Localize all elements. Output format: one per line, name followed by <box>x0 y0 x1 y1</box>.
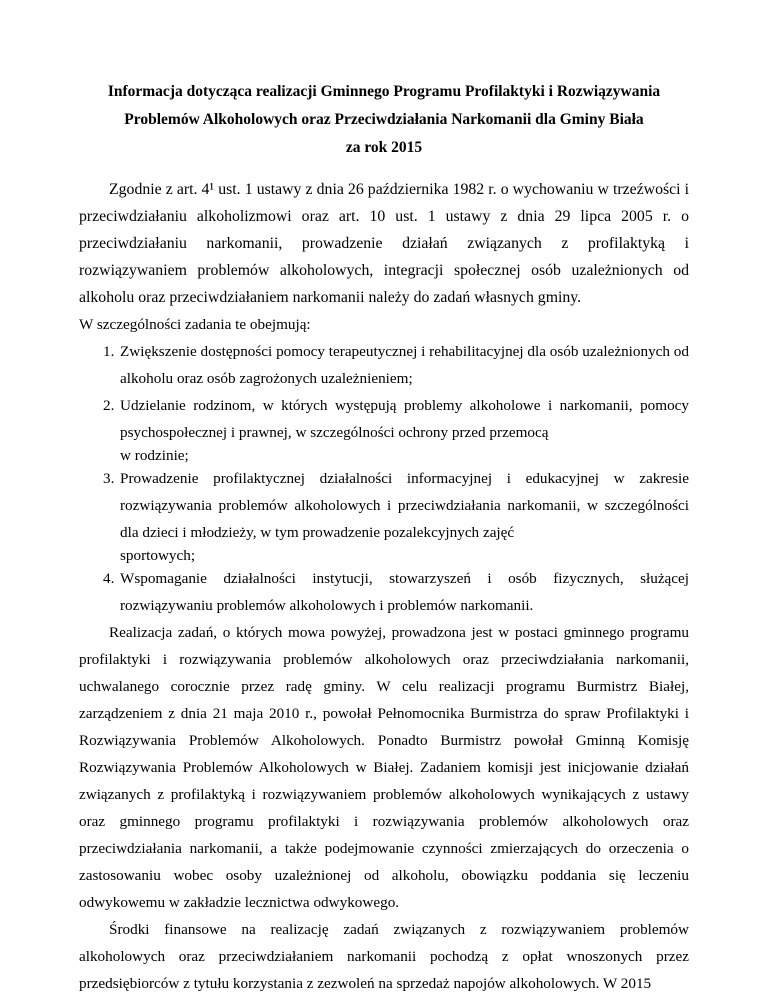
list-item-text: Zwiększenie dostępności pomocy terapeutycznej i rehabilitacyjnej dla osób uzależnionych od alkoholu oraz osób zagrożonych uzależnieniem; <box>120 343 689 387</box>
list-item <box>79 392 689 465</box>
title-line-3: za rok 2015 <box>345 139 423 156</box>
title-line-2: Problemów Alkoholowych oraz Przeciwdziałania Narkomanii dla Gminy Biała <box>124 111 644 128</box>
paragraph-legal-basis: Zgodnie z art. 4¹ ust. 1 ustawy z dnia 26 października 1982 r. o wychowaniu w trzeźwości i przeciwdziałaniu alkoholizmowi oraz art. 10 ust. 1 ustawy z dnia 29 lipca 2005 r. o przeciwdziałaniu narkomanii, prowadzenie działań związanych z profilaktyką i rozwiązywaniem problemów alkoholowych, integracji społecznej osób uzależnionych od alkoholu oraz przeciwdziałaniem narkomanii należy do zadań własnych gminy. <box>79 181 689 306</box>
tasks-list <box>79 338 689 619</box>
list-item <box>79 565 689 619</box>
list-item-text: Udzielanie rodzinom, w których występują problemy alkoholowe i narkomanii, pomocy psychospołecznej i prawnej, w szczególności ochrony przed przemocą <box>120 397 689 441</box>
paragraph-program: Realizacja zadań, o których mowa powyżej, prowadzona jest w postaci gminnego programu profilaktyki i rozwiązywania problemów alkoholowych oraz przeciwdziałania narkomanii, uchwalanego corocznie przez radę gminy. W celu realizacji programu Burmistrz Białej, zarządzeniem z dnia 21 maja 2010 r., powołał Pełnomocnika Burmistrza do spraw Profilaktyki i Rozwiązywania Problemów Alkoholowych. Ponadto Burmistrz powołał Gminną Komisję Rozwiązywania Problemów Alkoholowych w Białej. Zadaniem komisji jest inicjowanie działań związanych z profilaktyką i rozwiązywaniem problemów alkoholowych wynikających z ustawy oraz gminnego programu profilaktyki i rozwiązywania problemów alkoholowych oraz przeciwdziałania narkomanii, a także podejmowanie czynności zmierzających do orzeczenia o zastosowaniu wobec osoby uzależnionej od alkoholu, obowiązku poddania się leczeniu odwykowemu w zakładzie lecznictwa odwykowego. <box>79 624 689 911</box>
paragraph-funding: Środki finansowe na realizację zadań związanych z rozwiązywaniem problemów alkoholowych oraz przeciwdziałaniem narkomanii pochodzą z opłat wnoszonych przez przedsiębiorców z tytułu korzystania z zezwoleń na sprzedaż napojów alkoholowych. W 2015 <box>79 921 689 992</box>
list-item <box>79 465 689 565</box>
list-item-number: 3. <box>103 470 115 487</box>
list-item-number: 4. <box>103 570 115 587</box>
list-item-text: Prowadzenie profilaktycznej działalności informacyjnej i edukacyjnej w zakresie rozwiązywania problemów alkoholowych i przeciwdziałania narkomanii, w szczególności dla dzieci i młodzieży, w tym prowadzenie pozalekcyjnych zajęć <box>120 470 689 541</box>
list-item-tail: sportowych; <box>120 547 196 564</box>
list-item-tail: w rodzinie; <box>120 447 189 464</box>
document-body <box>79 176 689 997</box>
title-line-1: Informacja dotycząca realizacji Gminnego Programu Profilaktyki i Rozwiązywania <box>107 83 661 100</box>
list-item-text: Wspomaganie działalności instytucji, stowarzyszeń i osób fizycznych, służącej rozwiązywaniu problemów alkoholowych i problemów narkomanii. <box>120 570 689 614</box>
list-intro: W szczególności zadania te obejmują: <box>79 316 311 333</box>
list-item <box>79 338 689 392</box>
list-item-number: 1. <box>103 343 115 360</box>
document-title <box>70 78 698 162</box>
list-item-number: 2. <box>103 397 115 414</box>
